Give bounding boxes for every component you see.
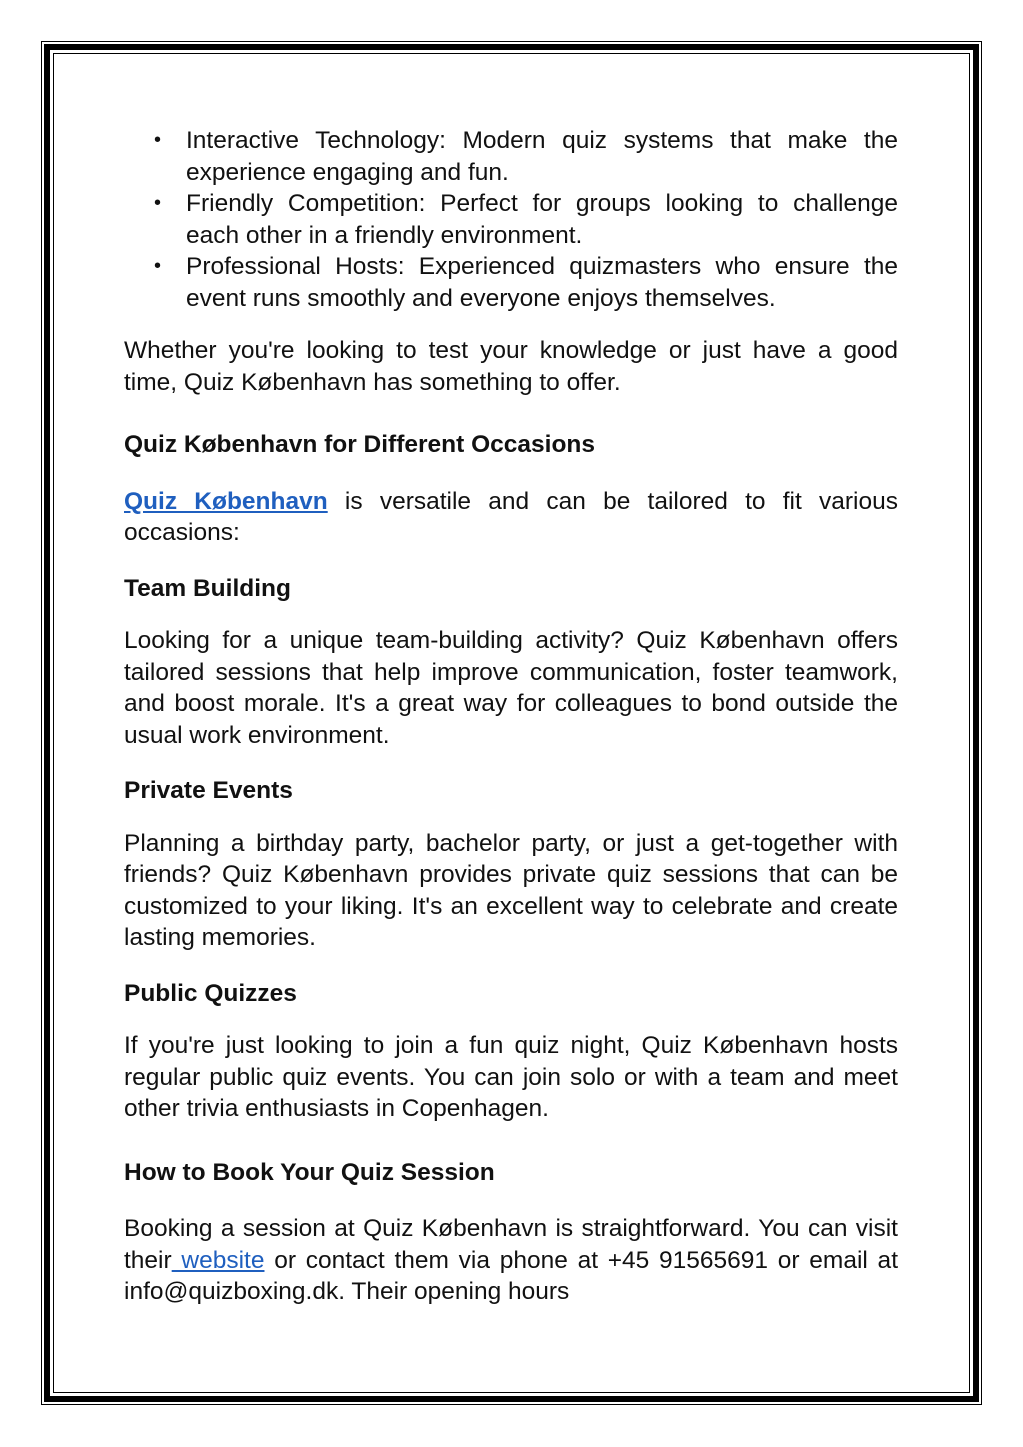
document-content xyxy=(124,125,898,1308)
booking-heading: How to Book Your Quiz Session xyxy=(124,1158,495,1186)
website-link[interactable]: website xyxy=(171,1246,265,1274)
bullet-icon: • xyxy=(154,129,162,151)
public-quizzes-paragraph: If you're just looking to join a fun quiz night, Quiz København hosts regular public quiz events. You can join solo or with a team and meet other trivia enthusiasts in Copenhagen. xyxy=(124,1032,898,1122)
team-building-heading: Team Building xyxy=(124,574,291,602)
list-item-text: Interactive Technology: Modern quiz systems that make the experience engaging and fun. xyxy=(186,127,898,186)
booking-text-start: Booking a session at Quiz København is straightforward. You can visit their xyxy=(124,1215,898,1274)
list-item xyxy=(124,251,898,314)
team-building-paragraph: Looking for a unique team-building activity? Quiz København offers tailored sessions that help improve communication, foster teamwork, and boost morale. It's a great way for colleagues to bond outside the usual work environment. xyxy=(124,627,898,749)
occasions-heading: Quiz København for Different Occasions xyxy=(124,431,596,458)
list-item-text: Friendly Competition: Perfect for groups looking to challenge each other in a friendly environment. xyxy=(186,190,898,249)
private-events-heading: Private Events xyxy=(124,777,293,804)
occasions-text: is versatile and can be tailored to fit various occasions: xyxy=(124,487,898,546)
private-events-paragraph: Planning a birthday party, bachelor party, or just a get-together with friends? Quiz København provides private quiz sessions that can be customized to your liking. It's an excellent way to celebrate and create lasting memories. xyxy=(124,829,898,951)
quiz-kobenhavn-link[interactable]: Quiz København xyxy=(124,487,328,515)
booking-text-end: or contact them via phone at +45 91565691 or email at info@quizboxing.dk. Their opening hours xyxy=(124,1246,898,1305)
bullet-icon: • xyxy=(154,255,162,277)
list-item xyxy=(124,188,898,251)
booking-paragraph xyxy=(124,1213,898,1308)
intro-paragraph: Whether you're looking to test your knowledge or just have a good time, Quiz København has something to offer. xyxy=(124,337,898,396)
feature-list xyxy=(124,125,898,314)
occasions-paragraph xyxy=(124,486,898,549)
list-item xyxy=(124,125,898,188)
public-quizzes-heading: Public Quizzes xyxy=(124,979,297,1007)
list-item-text: Professional Hosts: Experienced quizmasters who ensure the event runs smoothly and everyone enjoys themselves. xyxy=(186,253,898,312)
bullet-icon: • xyxy=(154,192,162,214)
